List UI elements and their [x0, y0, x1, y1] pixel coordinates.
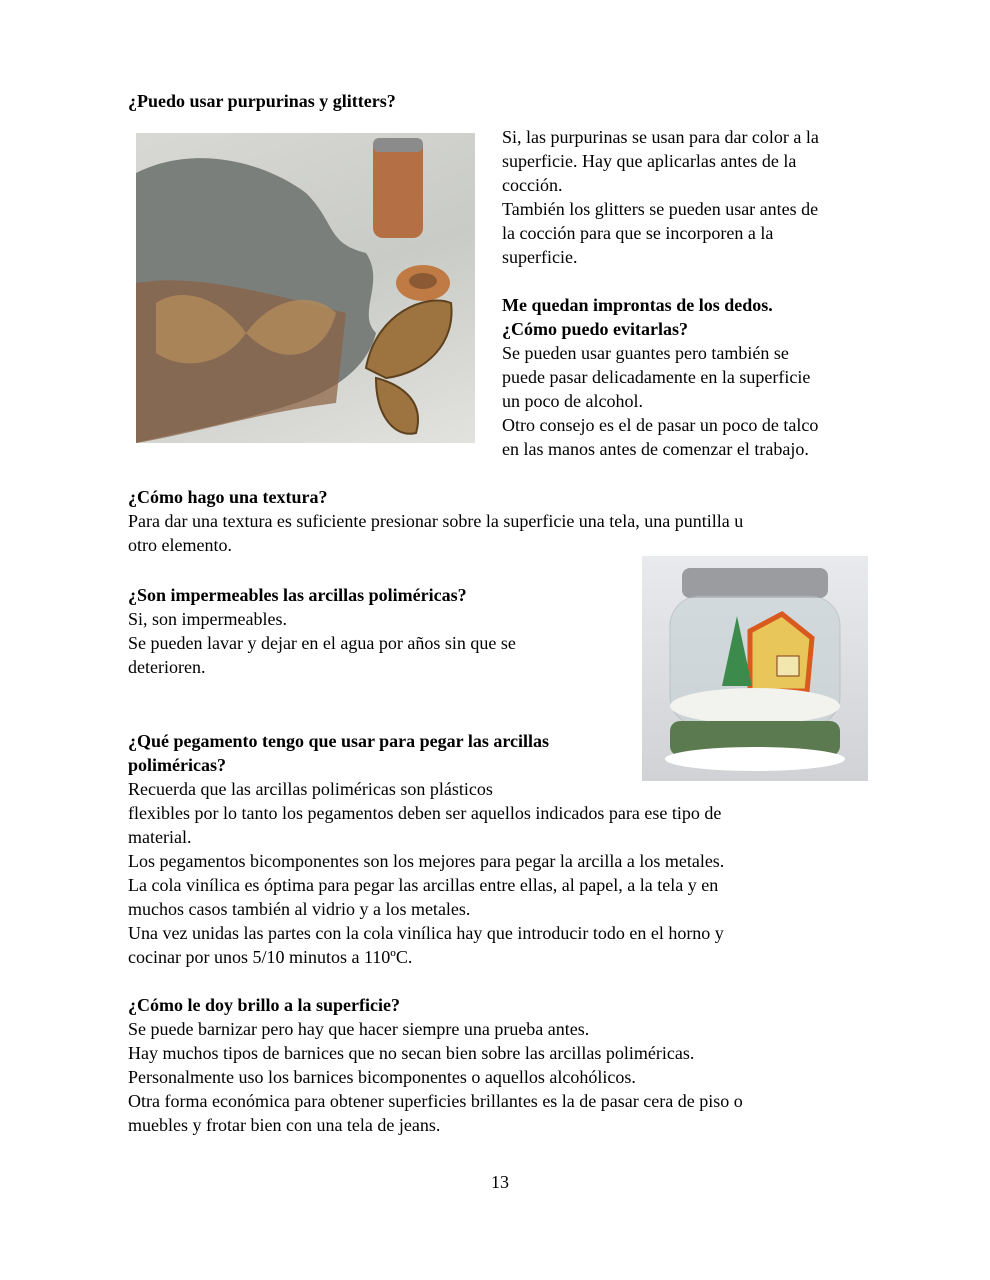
text-line: superficie. Hay que aplicarlas antes de la: [502, 151, 797, 171]
text-line: cocción.: [502, 175, 563, 195]
text-line: otro elemento.: [128, 535, 232, 555]
text-line: un poco de alcohol.: [502, 391, 643, 411]
text-line: flexibles por lo tanto los pegamentos deben ser aquellos indicados para ese tipo de: [128, 803, 722, 823]
heading-shine: ¿Cómo le doy brillo a la superficie?: [128, 995, 400, 1015]
text-line: Si, son impermeables.: [128, 609, 287, 629]
text-line: La cola vinílica es óptima para pegar las arcillas entre ellas, al papel, a la tela y en: [128, 875, 719, 895]
text-line: muchos casos también al vidrio y a los metales.: [128, 899, 471, 919]
text-line: la cocción para que se incorporen a la: [502, 223, 774, 243]
text-line: puede pasar delicadamente en la superficie: [502, 367, 811, 387]
text-line: Hay muchos tipos de barnices que no secan bien sobre las arcillas poliméricas.: [128, 1043, 695, 1063]
glue-section: [128, 729, 888, 1137]
text-line: Para dar una textura es suficiente presionar sobre la superficie una tela, una puntilla u: [128, 511, 744, 531]
text-line: muebles y frotar bien con una tela de jeans.: [128, 1115, 441, 1135]
text-line: Una vez unidas las partes con la cola vinílica hay que introducir todo en el horno y: [128, 923, 724, 943]
text-line: cocinar por unos 5/10 minutos a 110ºC.: [128, 947, 413, 967]
text-line: Se pueden lavar y dejar en el agua por años sin que se: [128, 633, 516, 653]
text-line: Los pegamentos bicomponentes son los mejores para pegar la arcilla a los metales.: [128, 851, 725, 871]
text-line: material.: [128, 827, 192, 847]
heading-glue: poliméricas?: [128, 755, 226, 775]
text-line: Otra forma económica para obtener superficies brillantes es la de pasar cera de piso o: [128, 1091, 743, 1111]
text-line: en las manos antes de comenzar el trabajo.: [502, 439, 809, 459]
text-line: superficie.: [502, 247, 578, 267]
waterproof-section: [128, 583, 628, 679]
heading-texture: ¿Cómo hago una textura?: [128, 487, 328, 507]
text-line: deterioren.: [128, 657, 206, 677]
text-line: Otro consejo es el de pasar un poco de talco: [502, 415, 819, 435]
page-number: 13: [491, 1172, 509, 1192]
glitter-butterfly-photo: [136, 133, 475, 443]
text-line: Se pueden usar guantes pero también se: [502, 343, 789, 363]
text-line: También los glitters se pueden usar antes de: [502, 199, 819, 219]
heading-glue: ¿Qué pegamento tengo que usar para pegar las arcillas: [128, 731, 550, 751]
text-line: Recuerda que las arcillas poliméricas son plásticos: [128, 779, 493, 799]
heading-fingerprints: ¿Cómo puedo evitarlas?: [502, 319, 688, 339]
heading-glitters: ¿Puedo usar purpurinas y glitters?: [128, 91, 396, 111]
glitter-answer: [502, 125, 882, 461]
heading-waterproof: ¿Son impermeables las arcillas poliméricas?: [128, 585, 467, 605]
text-line: Si, las purpurinas se usan para dar color a la: [502, 127, 819, 147]
text-line: Se puede barnizar pero hay que hacer siempre una prueba antes.: [128, 1019, 590, 1039]
text-line: Personalmente uso los barnices bicomponentes o aquellos alcohólicos.: [128, 1067, 636, 1087]
heading-fingerprints: Me quedan improntas de los dedos.: [502, 295, 773, 315]
texture-section: [128, 485, 888, 557]
